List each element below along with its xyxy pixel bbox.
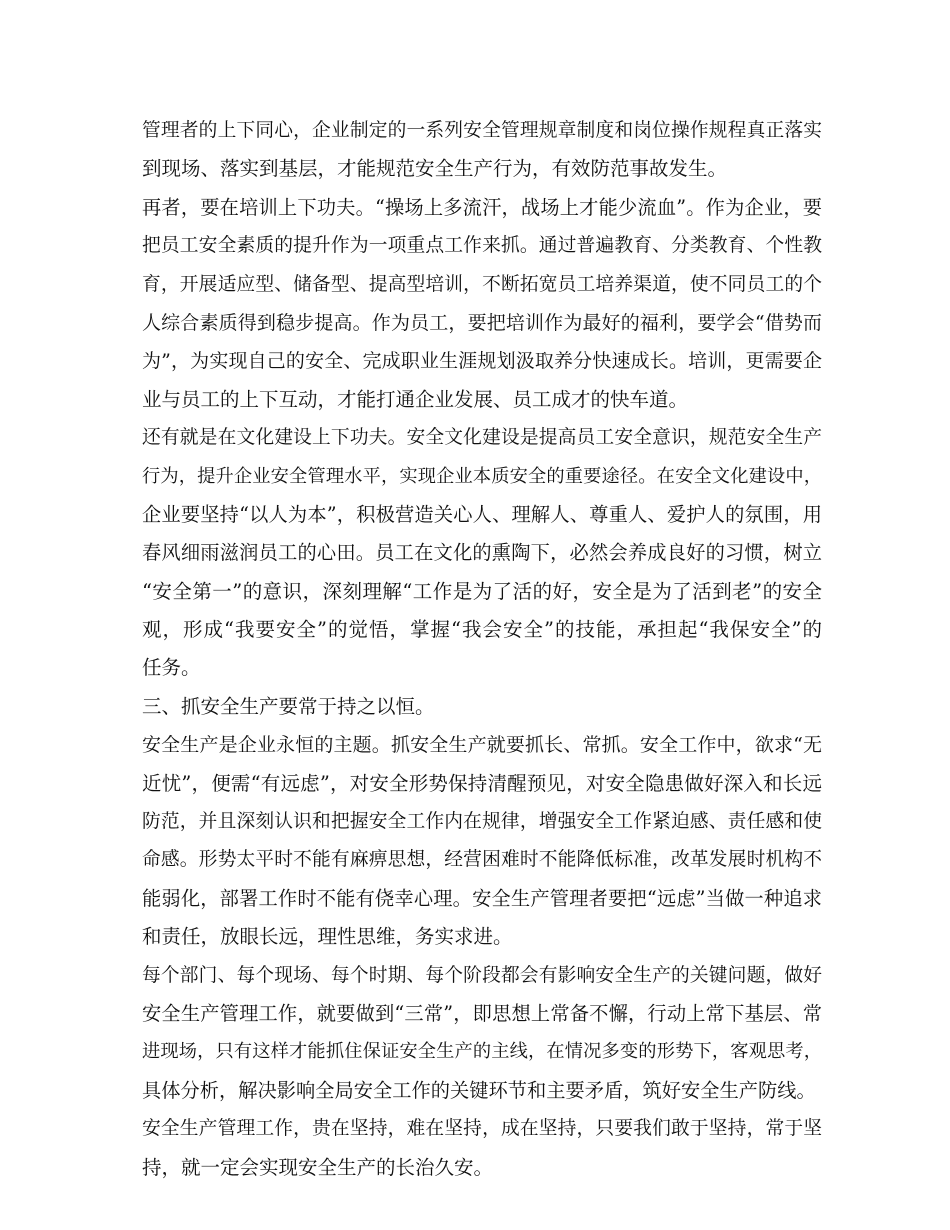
text-line: 人综合素质得到稳步提高。作为员工，要把培训作为最好的福利，要学会“借势而 [142, 311, 822, 334]
text-line: 业与员工的上下互动，才能打通企业发展、员工成才的快车道。 [142, 387, 689, 411]
text-line: 每个部门、每个现场、每个时期、每个阶段都会有影响安全生产的关键问题，做好 [142, 964, 822, 986]
text-line: 安全生产管理工作，贵在坚持，难在坚持，成在坚持，只要我们敢于坚持，常于坚 [142, 1118, 822, 1140]
text-line: 到现场、落实到基层，才能规范安全生产行为，有效防范事故发生。 [142, 157, 728, 181]
text-line: 持，就一定会实现安全生产的长治久安。 [142, 1155, 494, 1179]
text-line: 把员工安全素质的提升作为一项重点工作来抓。通过普遍教育、分类教育、个性教 [142, 235, 822, 257]
text-line: 近忧”，便需“有远虑”，对安全形势保持清醒预见，对安全隐患做好深入和长远 [142, 771, 822, 795]
text-line: 观，形成“我要安全”的觉悟，掌握“我会安全”的技能，承担起“我保安全”的 [142, 618, 822, 642]
text-line: 能弱化，部署工作时不能有侥幸心理。安全生产管理者要把“远虑”当做一种追求 [142, 886, 822, 910]
text-line: 还有就是在文化建设上下功夫。安全文化建设是提高员工安全意识，规范安全生产 [142, 427, 822, 449]
text-line: 再者，要在培训上下功夫。“操场上多流汗，战场上才能少流血”。作为企业，要 [142, 195, 822, 219]
document-body [142, 112, 822, 1187]
text-line: 进现场，只有这样才能抓住保证安全生产的主线，在情况多变的形势下，客观思考， [142, 1041, 822, 1063]
text-line: 任务。 [142, 656, 201, 680]
text-line: 防范，并且深刻认识和把握安全工作内在规律，增强安全工作紧迫感、责任感和使 [142, 811, 822, 833]
text-line: 育，开展适应型、储备型、提高型培训，不断拓宽员工培养渠道，使不同员工的个 [142, 273, 822, 295]
text-line: 行为，提升企业安全管理水平，实现企业本质安全的重要途径。在安全文化建设中， [142, 465, 822, 487]
text-line: 企业要坚持“以人为本”，积极营造关心人、理解人、尊重人、爱护人的氛围，用 [142, 502, 822, 526]
text-line: 管理者的上下同心，企业制定的一系列安全管理规章制度和岗位操作规程真正落实 [142, 120, 822, 141]
text-line: 为”，为实现自己的安全、完成职业生涯规划汲取养分快速成长。培训，更需要企 [142, 350, 822, 373]
text-line: “安全第一”的意识，深刻理解“工作是为了活的好，安全是为了活到老”的安全 [142, 579, 822, 603]
text-line: 和责任，放眼长远，理性思维，务实求进。 [142, 925, 513, 949]
text-line: 具体分析，解决影响全局安全工作的关键环节和主要矛盾，筑好安全生产防线。 [142, 1078, 816, 1102]
text-line: 三、抓安全生产要常于持之以恒。 [142, 694, 435, 718]
text-line: 安全生产管理工作，就要做到“三常”，即思想上常备不懈，行动上常下基层、常 [142, 1001, 822, 1025]
text-line: 安全生产是企业永恒的主题。抓安全生产就要抓长、常抓。安全工作中，欲求“无 [142, 734, 822, 757]
text-line: 春风细雨滋润员工的心田。员工在文化的熏陶下，必然会养成良好的习惯，树立 [142, 541, 822, 565]
text-line: 命感。形势太平时不能有麻痹思想，经营困难时不能降低标准，改革发展时机构不 [142, 849, 822, 871]
